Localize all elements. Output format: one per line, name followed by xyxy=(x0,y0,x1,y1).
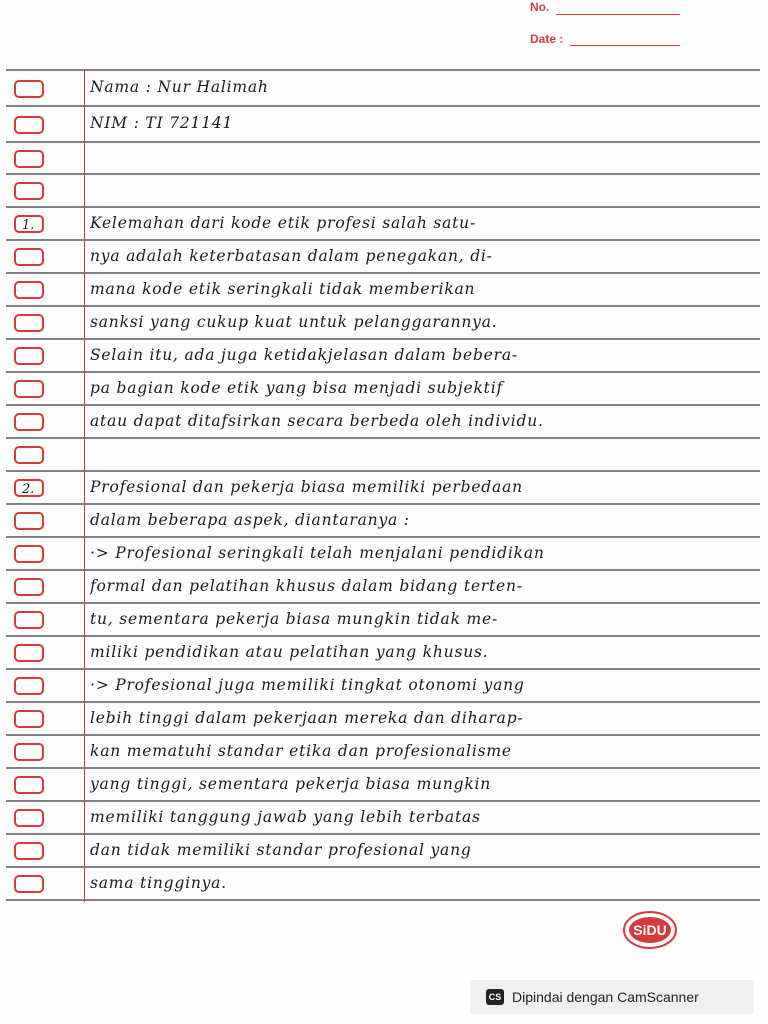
margin-box xyxy=(14,776,44,794)
nim-line: NIM : TI 721141 xyxy=(90,114,234,132)
answer-number-1: 1. xyxy=(22,218,35,233)
answer-2-line: Profesional dan pekerja biasa memiliki perbedaan xyxy=(90,478,523,496)
answer-number-2: 2. xyxy=(22,482,35,497)
camscanner-badge xyxy=(470,980,754,1014)
answer-2-line: ·> Profesional juga memiliki tingkat otonomi yang xyxy=(90,676,525,694)
margin-box xyxy=(14,413,44,431)
answer-1-line: Selain itu, ada juga ketidakjelasan dalam bebera- xyxy=(90,346,518,364)
margin-box xyxy=(14,611,44,629)
margin-box xyxy=(14,446,44,464)
margin-box xyxy=(14,644,44,662)
date-label: Date : xyxy=(530,32,564,46)
answer-2-line: sama tingginya. xyxy=(90,874,227,892)
margin-line xyxy=(84,70,85,902)
margin-box xyxy=(14,677,44,695)
margin-box xyxy=(14,248,44,266)
answer-1-line: pa bagian kode etik yang bisa menjadi subjektif xyxy=(90,379,503,397)
answer-2-line: ·> Profesional seringkali telah menjalani pendidikan xyxy=(90,544,545,562)
answer-2-line: dan tidak memiliki standar profesional yang xyxy=(90,841,472,859)
margin-box xyxy=(14,545,44,563)
answer-2-line: tu, sementara pekerja biasa mungkin tidak me- xyxy=(90,610,498,628)
camscanner-text: Dipindai dengan CamScanner xyxy=(512,989,699,1005)
margin-box xyxy=(14,809,44,827)
svg-text:SiDU: SiDU xyxy=(633,922,667,938)
answer-1-line: atau dapat ditafsirkan secara berbeda oleh individu. xyxy=(90,412,544,430)
margin-box xyxy=(14,842,44,860)
margin-box xyxy=(14,150,44,168)
margin-box xyxy=(14,281,44,299)
answer-1-line: sanksi yang cukup kuat untuk pelanggarannya. xyxy=(90,313,498,331)
margin-box xyxy=(14,875,44,893)
no-label: No. xyxy=(530,0,550,14)
margin-box xyxy=(14,314,44,332)
margin-box xyxy=(14,512,44,530)
margin-box xyxy=(14,347,44,365)
sidu-logo xyxy=(622,910,678,950)
answer-2-line: miliki pendidikan atau pelatihan yang khusus. xyxy=(90,643,489,661)
margin-box xyxy=(14,116,44,134)
margin-box xyxy=(14,182,44,200)
name-line: Nama : Nur Halimah xyxy=(90,78,269,96)
answer-2-line: yang tinggi, sementara pekerja biasa mungkin xyxy=(90,775,492,793)
answer-2-line: memiliki tanggung jawab yang lebih terbatas xyxy=(90,808,481,826)
answer-2-line: lebih tinggi dalam pekerjaan mereka dan diharap- xyxy=(90,709,524,727)
margin-box xyxy=(14,80,44,98)
answer-1-line: mana kode etik seringkali tidak memberikan xyxy=(90,280,476,298)
margin-box xyxy=(14,743,44,761)
margin-box xyxy=(14,380,44,398)
answer-1-line: Kelemahan dari kode etik profesi salah satu- xyxy=(90,214,476,232)
answer-1-line: nya adalah keterbatasan dalam penegakan, di- xyxy=(90,247,493,265)
margin-box xyxy=(14,578,44,596)
answer-2-line: kan mematuhi standar etika dan profesionalisme xyxy=(90,742,512,760)
margin-box xyxy=(14,710,44,728)
answer-2-line: dalam beberapa aspek, diantaranya : xyxy=(90,511,410,529)
answer-2-line: formal dan pelatihan khusus dalam bidang terten- xyxy=(90,577,523,595)
camscanner-icon: CS xyxy=(486,989,504,1005)
